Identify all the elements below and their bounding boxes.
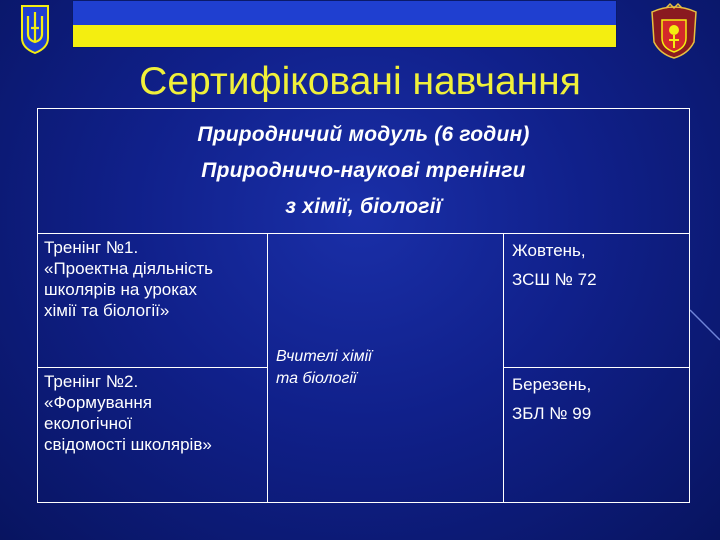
regional-coat-of-arms-icon	[648, 2, 700, 60]
training-text: школярів на уроках	[44, 280, 198, 299]
training-text: «Проектна діяльність	[44, 259, 214, 278]
training-cell	[38, 368, 268, 503]
training-table	[37, 108, 690, 503]
module-header	[38, 109, 690, 234]
trident-coat-of-arms-icon	[20, 4, 50, 54]
training-title: Тренінг №2.	[44, 372, 139, 391]
school-text: ЗБЛ № 99	[512, 404, 592, 423]
participants-text: та біології	[276, 370, 357, 387]
participants-cell	[268, 234, 504, 503]
training-cell	[38, 234, 268, 368]
header-line: Природничий модуль (6 годин)	[197, 123, 530, 146]
table-row	[38, 234, 690, 368]
date-location-cell	[504, 234, 690, 368]
training-title: Тренінг №1.	[44, 238, 139, 257]
ukrainian-flag-icon	[72, 0, 617, 48]
header-line: з хімії, біології	[285, 195, 442, 218]
decorative-line	[690, 300, 720, 360]
participants-text: Вчителі хімії	[276, 348, 372, 365]
header-line: Природничо-наукові тренінги	[201, 159, 526, 182]
training-text: хімії та біології»	[44, 301, 170, 320]
school-text: ЗСШ № 72	[512, 270, 597, 289]
month-text: Березень,	[512, 375, 592, 394]
month-text: Жовтень,	[512, 241, 586, 260]
training-text: «Формування	[44, 393, 152, 412]
page-title: Сертифіковані навчання	[139, 60, 581, 103]
date-location-cell	[504, 368, 690, 503]
training-text: екологічної	[44, 414, 133, 433]
training-text: свідомості школярів»	[44, 435, 212, 454]
